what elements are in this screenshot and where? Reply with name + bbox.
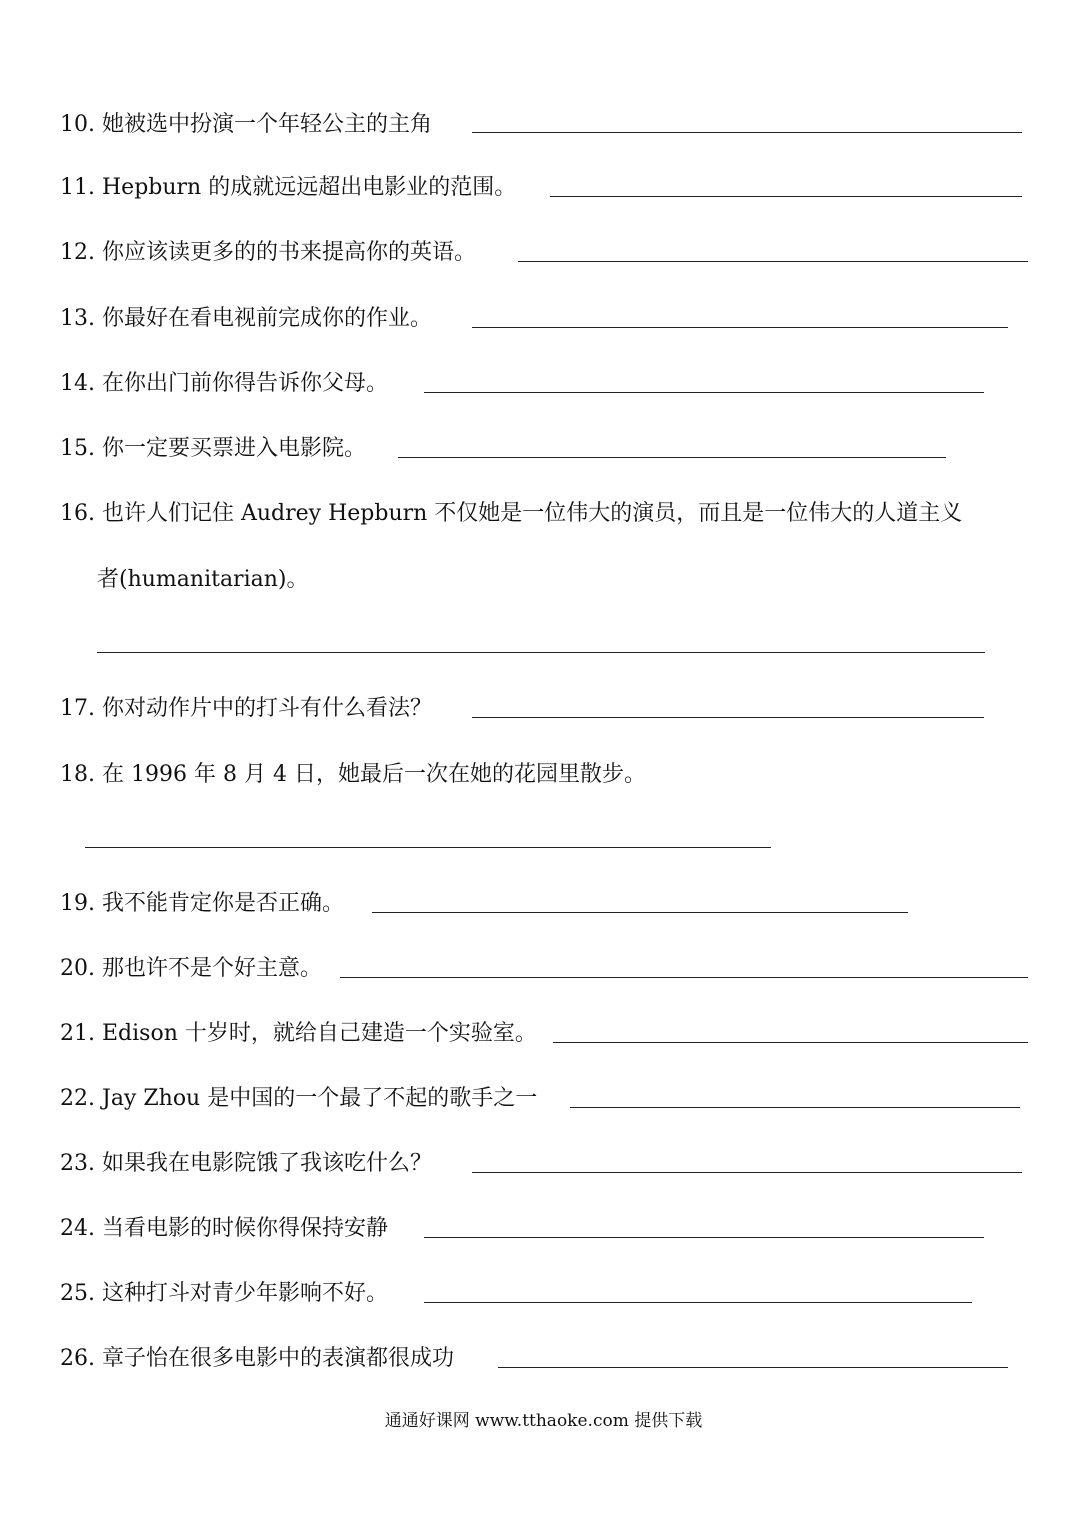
answer-line-21[interactable] [553,1042,1028,1043]
question-number: 11. [60,175,95,200]
question-number: 21. [60,1021,95,1046]
question-text: 我不能肯定你是否正确。 [102,891,345,916]
question-text: Hepburn 的成就远远超出电影业的范围。 [102,175,517,200]
question-22 [60,1084,537,1114]
question-text: 你一定要买票进入电影院。 [102,436,367,461]
answer-line-14[interactable] [424,392,984,393]
question-16-continuation [97,565,308,595]
answer-line-13[interactable] [472,327,1008,328]
question-number: 22. [60,1086,95,1111]
question-21 [60,1019,537,1049]
question-number: 18. [60,762,95,787]
question-text: 那也许不是个好主意。 [102,956,323,981]
answer-line-19[interactable] [372,912,908,913]
answer-line-10[interactable] [472,132,1022,133]
question-17 [60,694,432,724]
question-text-continued: 者(humanitarian)。 [97,567,309,592]
question-16 [60,499,962,529]
question-text: 这种打斗对青少年影响不好。 [102,1281,389,1306]
question-text: 章子怡在很多电影中的表演都很成功 [102,1346,455,1371]
question-23 [60,1149,432,1179]
question-11 [60,173,516,203]
question-14 [60,369,388,399]
answer-line-15[interactable] [398,457,946,458]
question-text: 你对动作片中的打斗有什么看法？ [102,696,433,721]
question-text: Edison 十岁时，就给自己建造一个实验室。 [102,1021,537,1046]
question-25 [60,1279,388,1309]
answer-line-12[interactable] [518,261,1028,262]
question-number: 16. [60,501,95,526]
question-number: 10. [60,112,95,137]
question-text: 如果我在电影院饿了我该吃什么？ [102,1151,433,1176]
question-text: 也许人们记住 Audrey Hepburn 不仅她是一位伟大的演员，而且是一位伟大的人道主义 [102,501,963,526]
question-number: 13. [60,306,95,331]
answer-line-23[interactable] [472,1172,1022,1173]
question-13 [60,304,432,334]
question-text: 在你出门前你得告诉你父母。 [102,371,389,396]
answer-line-18[interactable] [85,847,771,848]
question-text: 在 1996 年 8 月 4 日，她最后一次在她的花园里散步。 [102,762,646,787]
question-text: 当看电影的时候你得保持安静 [102,1216,389,1241]
question-24 [60,1214,388,1244]
question-number: 20. [60,956,95,981]
answer-line-26[interactable] [498,1367,1008,1368]
answer-line-17[interactable] [472,717,984,718]
question-number: 23. [60,1151,95,1176]
question-number: 17. [60,696,95,721]
question-number: 19. [60,891,95,916]
question-18 [60,760,646,790]
question-text: Jay Zhou 是中国的一个最了不起的歌手之一 [102,1086,538,1111]
question-12 [60,238,476,268]
question-number: 25. [60,1281,95,1306]
question-number: 12. [60,240,95,265]
answer-line-20[interactable] [340,977,1028,978]
question-number: 14. [60,371,95,396]
question-15 [60,434,366,464]
answer-line-22[interactable] [570,1107,1020,1108]
answer-line-24[interactable] [424,1237,984,1238]
question-text: 你最好在看电视前完成你的作业。 [102,306,433,331]
question-number: 24. [60,1216,95,1241]
question-10 [60,110,432,140]
question-text: 她被选中扮演一个年轻公主的主角 [102,112,433,137]
answer-line-16[interactable] [97,652,985,653]
answer-line-11[interactable] [550,196,1022,197]
answer-line-25[interactable] [424,1302,972,1303]
page-footer: 通通好课网 www.tthaoke.com 提供下载 [384,1411,703,1431]
question-26 [60,1344,454,1374]
question-20 [60,954,322,984]
question-19 [60,889,344,919]
question-text: 你应该读更多的的书来提高你的英语。 [102,240,477,265]
question-number: 15. [60,436,95,461]
question-number: 26. [60,1346,95,1371]
